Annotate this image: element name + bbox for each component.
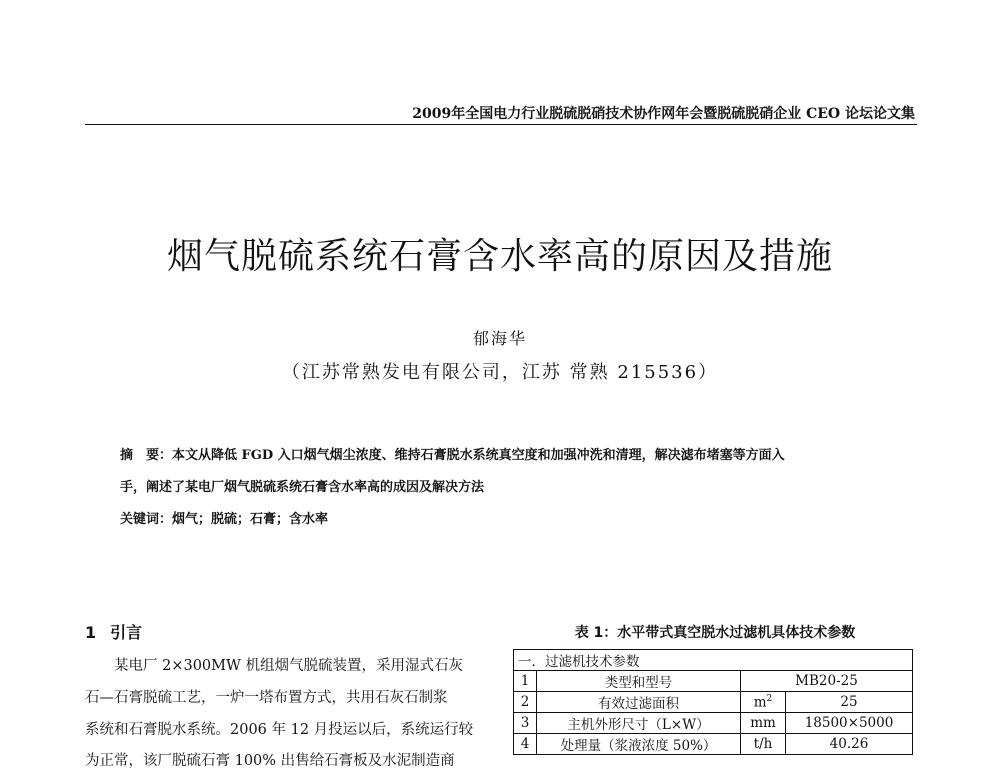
keywords-label: 关键词： bbox=[120, 512, 173, 527]
unit-superscript: 2 bbox=[766, 693, 773, 704]
table-row bbox=[514, 671, 913, 692]
param-value: 25 bbox=[786, 692, 913, 713]
param-name: 主机外形尺寸（L×W） bbox=[537, 713, 741, 734]
param-unit bbox=[741, 692, 786, 713]
table-row bbox=[514, 734, 913, 755]
param-name: 类型和型号 bbox=[537, 671, 741, 692]
param-name: 处理量（浆液浓度 50%） bbox=[537, 734, 741, 755]
body-line-3: 系统和石膏脱水系统。2006 年 12 月投运以后，系统运行较 bbox=[85, 722, 474, 738]
paper-title: 烟气脱硫系统石膏含水率高的原因及措施 bbox=[166, 236, 833, 277]
body-line-4: 为正常，该厂脱硫石膏 100% 出售给石膏板及水泥制造商 bbox=[85, 753, 455, 769]
unit-base: m bbox=[753, 694, 767, 711]
running-header: 2009年全国电力行业脱硫脱硝技术协作网年会暨脱硫脱硝企业 CEO 论坛论文集 bbox=[412, 106, 915, 122]
section-heading bbox=[85, 620, 142, 643]
row-number: 3 bbox=[514, 713, 537, 734]
section-number: 1 bbox=[85, 623, 97, 642]
row-number: 2 bbox=[514, 692, 537, 713]
param-value: MB20-25 bbox=[741, 671, 913, 692]
author-affiliation: （江苏常熟发电有限公司，江苏 常熟 215536） bbox=[281, 362, 719, 383]
param-value: 18500×5000 bbox=[786, 713, 913, 734]
table-caption: 表 1：水平带式真空脱水过滤机具体技术参数 bbox=[574, 625, 856, 641]
section-title: 引言 bbox=[110, 623, 143, 642]
param-value: 40.26 bbox=[786, 734, 913, 755]
table-row bbox=[514, 713, 913, 734]
parameter-table bbox=[513, 649, 913, 755]
table-row bbox=[514, 692, 913, 713]
author-name: 郁海华 bbox=[472, 329, 527, 348]
param-unit: mm bbox=[741, 713, 786, 734]
table-section-row bbox=[514, 650, 913, 671]
body-line-1: 某电厂 2×300MW 机组烟气脱硫装置，采用湿式石灰 bbox=[85, 658, 464, 674]
keywords-line bbox=[120, 508, 920, 527]
abstract-line-1: 摘 要：本文从降低 FGD 入口烟气烟尘浓度、维持石膏脱水系统真空度和加强冲洗和清理，解决滤布堵塞等方面入 bbox=[120, 448, 785, 463]
table-section-title: 一．过滤机技术参数 bbox=[514, 650, 913, 671]
param-name: 有效过滤面积 bbox=[537, 692, 741, 713]
row-number: 1 bbox=[514, 671, 537, 692]
header-rule bbox=[85, 124, 917, 125]
row-number: 4 bbox=[514, 734, 537, 755]
param-unit: t/h bbox=[741, 734, 786, 755]
body-line-2: 石—石膏脱硫工艺，一炉一塔布置方式，共用石灰石制浆 bbox=[85, 690, 448, 706]
abstract-line-2: 手，阐述了某电厂烟气脱硫系统石膏含水率高的成因及解决方法 bbox=[120, 480, 485, 495]
keywords-text: 烟气；脱硫；石膏；含水率 bbox=[172, 512, 329, 527]
